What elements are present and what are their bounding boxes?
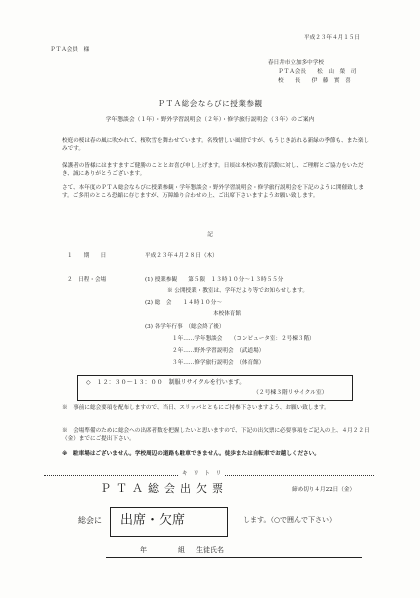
- schedule-general-meeting: (2) 総 会 １４時１０分～: [145, 300, 222, 306]
- page-title: ＰＴＡ総会ならびに授業参観: [157, 99, 263, 108]
- form-instruction: します。（○で囲んで下さい）: [243, 516, 337, 524]
- recycle-location: （２号棟３階リサイクル室）: [253, 390, 328, 396]
- form-prefix: 総会に: [78, 516, 102, 525]
- paragraph: さて、本年度のＰＴＡ総会ならびに授業参観・学年懇談会・野外学習説明会・修学旅行説明会を下記のように開催致します。ご多用のところ恐縮に存じますが、万障繰り合わせの上、ご出席下さいますようお願い致します。: [62, 185, 364, 199]
- class-field-label: 組: [178, 546, 185, 554]
- student-name-label: 生徒氏名: [196, 546, 224, 554]
- name-underline[interactable]: [106, 557, 362, 558]
- schedule-class-visit: (1) 授業参観 第５限 １３時１０分～１３時５５分: [145, 277, 284, 283]
- paragraph: 保護者の皆様にはますますご健勝のこととお喜び申し上げます。日頃は本校の教育活動に対し、ご理解とご協力をいただき、誠にありがとうございます。: [62, 163, 364, 177]
- grade-event-3: ３年……修学旅行説明会 （体育館）: [172, 360, 265, 366]
- sender-pta-chair: ＰＴＡ会長 松 山 榮 司: [278, 69, 357, 75]
- sender-principal: 校 長 伊 藤 實 喜: [278, 78, 351, 84]
- form-title: ＰＴＡ総会出欠票: [100, 482, 228, 495]
- note: ※ 会場準備のために総会への出席者数を把握したいと思いますので、下記の出欠票に必要事項をご記入の上、４月２２日（金）までにご提出下さい。: [62, 428, 370, 442]
- cut-label: キ リ ト リ: [178, 471, 225, 479]
- recipient: ＰＴＡ会員 様: [50, 47, 90, 53]
- attendance-choice[interactable]: 出席・欠席: [120, 513, 186, 528]
- item1-label: １ 期 日: [67, 253, 107, 259]
- schedule-class-visit-note: ※ 公開授業・教室は、学年だより等でお知らせします。: [167, 288, 309, 294]
- note-parking: ※ 駐車場はございません。学校周辺の道路も駐車できません。徒歩または自転車でお越しください。: [62, 451, 320, 457]
- item1-value: 平成２３年４月２８日（木）: [145, 253, 218, 259]
- issue-date: 平成２３年４月１５日: [304, 35, 360, 41]
- grade-event-2: ２年……野外学習説明会 （武道場）: [172, 348, 265, 354]
- grade-event-1: １年……学年懇談会 （コンピュータ室：２号棟３階）: [172, 336, 315, 342]
- schedule-grade-events: (3) 各学年行事 （総会終了後）: [145, 324, 225, 330]
- ki-heading: 記: [207, 232, 213, 238]
- paragraph: 校庭の桜は春の風に吹かれて、桜吹雪を舞わせています。名残惜しい風情ですが、もうじき訪れる新緑の季節も、また楽しみです。: [62, 138, 370, 152]
- form-deadline: 締め切り４月22日（金）: [292, 487, 356, 493]
- note: ※ 事前に総会要項を配布しますので、当日、スリッパとともにご持参下さいますよう、お願い致します。: [62, 405, 330, 411]
- recycle-notice: ◇ １２：３０～１３：００ 制服リサイクルを行います。: [86, 379, 246, 386]
- item2-label: ２ 日程・会場: [67, 277, 107, 283]
- sender-school: 春日井市立加多中学校: [268, 60, 324, 66]
- subtitle: 学年懇談会（１年）・野外学習説明会（２年）・修学旅行説明会（３年）のご案内: [105, 117, 315, 123]
- schedule-general-meeting-place: 本校体育館: [213, 311, 241, 317]
- grade-field-label: 年: [140, 546, 147, 554]
